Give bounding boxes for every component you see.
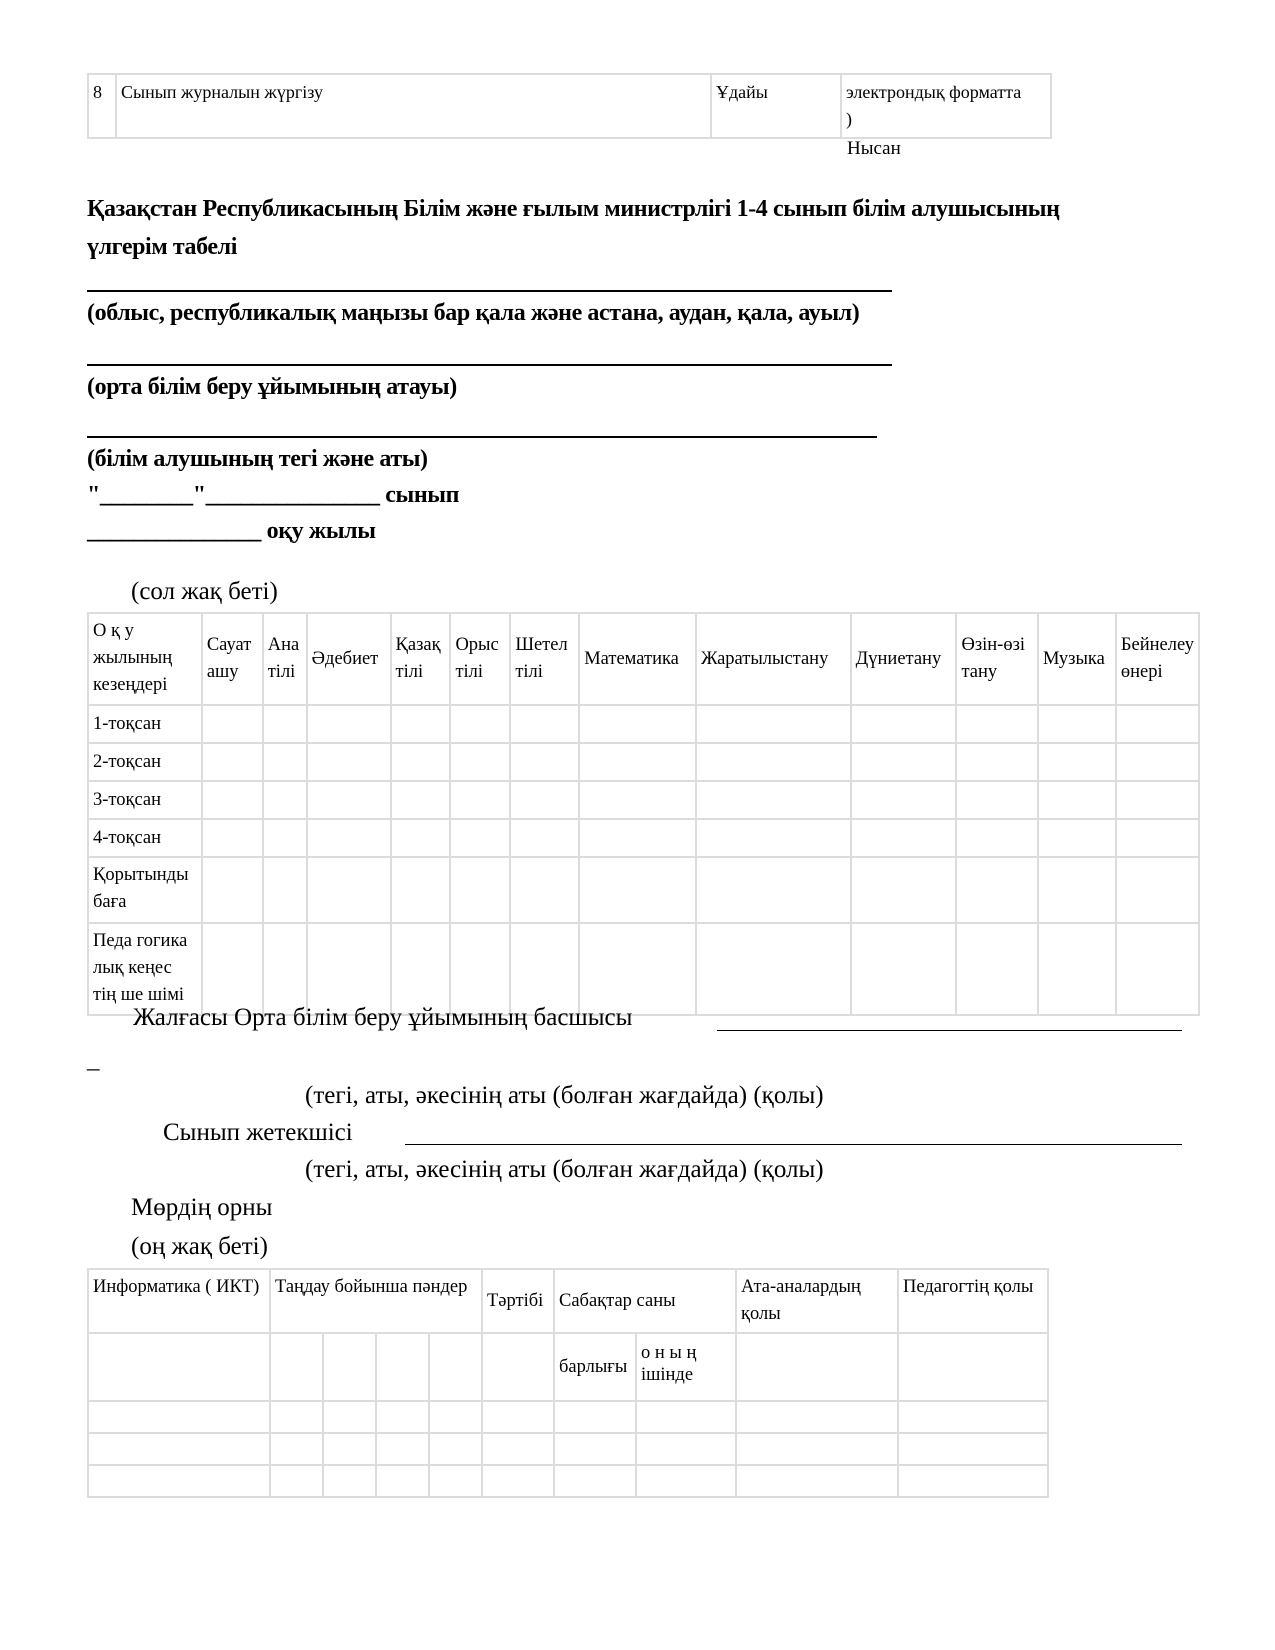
academic-year-line[interactable]: _______________ оқу жылы — [87, 518, 376, 544]
grade-cell[interactable] — [956, 743, 1037, 781]
col-header-lessons-total: барлығы — [554, 1333, 636, 1401]
grade-cell[interactable] — [1116, 857, 1199, 923]
grade-cell[interactable] — [510, 819, 579, 857]
right-subheader-row — [88, 1333, 1048, 1401]
cell[interactable] — [554, 1433, 636, 1465]
grade-cell[interactable] — [202, 819, 263, 857]
cell[interactable] — [376, 1465, 429, 1497]
col-header: Бейнелеу өнері — [1116, 613, 1199, 705]
right-page-table — [87, 1268, 1049, 1498]
col-header: Әдебиет — [307, 613, 391, 705]
cell[interactable] — [736, 1333, 898, 1401]
cell[interactable] — [323, 1401, 376, 1433]
head-signature-tail: _ — [87, 1046, 100, 1073]
grade-cell[interactable] — [391, 743, 451, 781]
elective-cell[interactable] — [376, 1333, 429, 1401]
row-label: Қорытынды баға — [88, 857, 202, 923]
grade-cell[interactable] — [450, 781, 510, 819]
grade-cell[interactable] — [851, 743, 957, 781]
cell[interactable] — [88, 1433, 270, 1465]
grade-cell[interactable] — [1038, 781, 1116, 819]
class-line[interactable]: "________"_______________ сынып — [87, 482, 460, 508]
name-hint-2: (тегі, аты, әкесінің аты (болған жағдайда) (қолы) — [305, 1156, 824, 1183]
grade-cell[interactable] — [696, 743, 851, 781]
title-line-2: үлгерім табелі — [87, 234, 238, 260]
cell[interactable] — [736, 1401, 898, 1433]
head-signature-line[interactable] — [717, 1030, 1182, 1031]
cell[interactable] — [898, 1433, 1048, 1465]
grade-cell[interactable] — [1116, 819, 1199, 857]
col-header: Қазақ тілі — [391, 613, 451, 705]
grade-cell[interactable] — [579, 743, 696, 781]
grade-cell[interactable] — [450, 743, 510, 781]
col-header-teacher: Педагогтің қолы — [898, 1269, 1048, 1333]
col-header-period: О қ у жылының кезеңдері — [88, 613, 202, 705]
region-caption: (облыс, республикалық маңызы бар қала және астана, аудан, қала, ауыл) — [87, 300, 860, 326]
grade-cell[interactable] — [1116, 781, 1199, 819]
grade-cell[interactable] — [450, 819, 510, 857]
cell[interactable] — [323, 1465, 376, 1497]
grade-cell[interactable] — [202, 923, 263, 1015]
right-page-caption: (оң жақ беті) — [131, 1233, 268, 1260]
col-header-lessons-of-which: о н ы ң ішінде — [636, 1333, 736, 1401]
grade-cell[interactable] — [510, 923, 579, 1015]
grade-cell[interactable] — [202, 781, 263, 819]
elective-cell[interactable] — [429, 1333, 482, 1401]
grade-cell[interactable] — [579, 857, 696, 923]
grade-cell[interactable] — [307, 705, 391, 743]
previous-table-fragment — [87, 73, 1052, 139]
table-row — [88, 923, 1199, 1015]
row-number: 8 — [88, 74, 116, 138]
form-label: Нысан — [847, 138, 901, 159]
col-header-electives: Таңдау бойынша пәндер — [270, 1269, 482, 1333]
grade-cell[interactable] — [579, 819, 696, 857]
grade-cell[interactable] — [696, 857, 851, 923]
col-header: Математика — [579, 613, 696, 705]
table-row — [88, 1433, 1048, 1465]
cell[interactable] — [88, 1333, 270, 1401]
document-title — [87, 190, 1207, 266]
cell[interactable] — [482, 1333, 554, 1401]
col-header: Дүниетану — [851, 613, 957, 705]
row-label: 3-тоқсан — [88, 781, 202, 819]
table-row — [88, 74, 1051, 138]
left-page-caption: (сол жақ беті) — [131, 578, 278, 605]
elective-cell[interactable] — [270, 1333, 323, 1401]
cell[interactable] — [429, 1465, 482, 1497]
grade-cell[interactable] — [510, 857, 579, 923]
row-frequency: Ұдайы — [711, 74, 841, 138]
grade-cell[interactable] — [1038, 819, 1116, 857]
region-field-line[interactable] — [87, 290, 892, 292]
row-label: 2-тоқсан — [88, 743, 202, 781]
grade-cell[interactable] — [579, 923, 696, 1015]
class-teacher-label: Сынып жетекшісі — [163, 1119, 353, 1146]
grade-cell[interactable] — [450, 923, 510, 1015]
col-header: Шетел тілі — [510, 613, 579, 705]
cell[interactable] — [482, 1401, 554, 1433]
grade-cell[interactable] — [1116, 705, 1199, 743]
row-format — [841, 74, 1051, 138]
col-header-conduct: Тәртібі — [482, 1269, 554, 1333]
cell[interactable] — [270, 1401, 323, 1433]
table-row — [88, 1401, 1048, 1433]
cell[interactable] — [376, 1401, 429, 1433]
grade-cell[interactable] — [956, 705, 1037, 743]
grade-cell[interactable] — [307, 857, 391, 923]
col-header: Орыс тілі — [450, 613, 510, 705]
row-label: 4-тоқсан — [88, 819, 202, 857]
grade-cell[interactable] — [579, 781, 696, 819]
grade-cell[interactable] — [202, 705, 263, 743]
grades-header-row — [88, 613, 1199, 705]
row-name: Сынып журналын жүргізу — [116, 74, 711, 138]
col-header: Өзін-өзі тану — [956, 613, 1037, 705]
student-caption: (білім алушының тегі және аты) — [87, 446, 428, 472]
grade-cell[interactable] — [263, 923, 307, 1015]
grade-cell[interactable] — [510, 781, 579, 819]
cell[interactable] — [429, 1401, 482, 1433]
grade-cell[interactable] — [1038, 743, 1116, 781]
grade-cell[interactable] — [696, 819, 851, 857]
grade-cell[interactable] — [202, 857, 263, 923]
grade-cell[interactable] — [263, 705, 307, 743]
cell[interactable] — [736, 1433, 898, 1465]
row-label: 1-тоқсан — [88, 705, 202, 743]
col-header-lessons: Сабақтар саны — [554, 1269, 736, 1333]
grade-cell[interactable] — [391, 819, 451, 857]
table-row — [88, 819, 1199, 857]
grade-cell[interactable] — [851, 705, 957, 743]
grade-cell[interactable] — [391, 781, 451, 819]
grade-cell[interactable] — [263, 819, 307, 857]
grade-cell[interactable] — [579, 705, 696, 743]
name-hint-1: (тегі, аты, әкесінің аты (болған жағдайда) (қолы) — [305, 1082, 824, 1109]
col-header: Сауат ашу — [202, 613, 263, 705]
grade-cell[interactable] — [696, 781, 851, 819]
row-format-tail: ) — [846, 109, 852, 129]
grade-cell[interactable] — [956, 819, 1037, 857]
organization-caption: (орта білім беру ұйымының атауы) — [87, 374, 457, 400]
right-header-row — [88, 1269, 1048, 1333]
grade-cell[interactable] — [307, 923, 391, 1015]
cell[interactable] — [636, 1433, 736, 1465]
grade-cell[interactable] — [307, 781, 391, 819]
table-row — [88, 743, 1199, 781]
grade-cell[interactable] — [263, 857, 307, 923]
cell[interactable] — [482, 1465, 554, 1497]
organization-field-line[interactable] — [87, 364, 892, 366]
student-field-line[interactable] — [87, 436, 877, 438]
col-header: Жаратылыстану — [696, 613, 851, 705]
grade-cell[interactable] — [391, 705, 451, 743]
grade-cell[interactable] — [1116, 923, 1199, 1015]
grade-cell[interactable] — [1116, 743, 1199, 781]
cell[interactable] — [636, 1465, 736, 1497]
grade-cell[interactable] — [391, 857, 451, 923]
grade-cell[interactable] — [1038, 923, 1116, 1015]
grades-table — [87, 612, 1200, 1016]
table-row — [88, 705, 1199, 743]
grade-cell[interactable] — [1038, 857, 1116, 923]
title-line-1: Қазақстан Республикасының Білім және ғылым министрлігі 1-4 сынып білім алушысының — [87, 196, 1060, 222]
cell[interactable] — [898, 1401, 1048, 1433]
stamp-place: Мөрдің орны — [131, 1194, 273, 1221]
cell[interactable] — [554, 1401, 636, 1433]
cell[interactable] — [898, 1333, 1048, 1401]
cell[interactable] — [376, 1433, 429, 1465]
col-header: Ана тілі — [263, 613, 307, 705]
cell[interactable] — [636, 1401, 736, 1433]
grade-cell[interactable] — [851, 781, 957, 819]
row-label: Педа гогика лық кеңес тің ше шімі — [88, 923, 202, 1015]
grade-cell[interactable] — [263, 743, 307, 781]
table-row — [88, 1465, 1048, 1497]
cell[interactable] — [429, 1433, 482, 1465]
cell[interactable] — [736, 1465, 898, 1497]
grade-cell[interactable] — [956, 857, 1037, 923]
grade-cell[interactable] — [956, 923, 1037, 1015]
grade-cell[interactable] — [307, 819, 391, 857]
grade-cell[interactable] — [450, 857, 510, 923]
cell[interactable] — [270, 1433, 323, 1465]
cell[interactable] — [554, 1465, 636, 1497]
grade-cell[interactable] — [851, 819, 957, 857]
cell[interactable] — [898, 1465, 1048, 1497]
col-header: Музыка — [1038, 613, 1116, 705]
grade-cell[interactable] — [510, 743, 579, 781]
grade-cell[interactable] — [1038, 705, 1116, 743]
cell[interactable] — [88, 1401, 270, 1433]
col-header-informatics: Информатика ( ИКТ) — [88, 1269, 270, 1333]
grade-cell[interactable] — [851, 923, 957, 1015]
grade-cell[interactable] — [307, 743, 391, 781]
grade-cell[interactable] — [510, 705, 579, 743]
cell[interactable] — [270, 1465, 323, 1497]
grade-cell[interactable] — [956, 781, 1037, 819]
grade-cell[interactable] — [696, 705, 851, 743]
cell[interactable] — [482, 1433, 554, 1465]
col-header-parents: Ата-аналардың қолы — [736, 1269, 898, 1333]
cell[interactable] — [88, 1465, 270, 1497]
class-teacher-line[interactable] — [405, 1144, 1182, 1145]
grade-cell[interactable] — [851, 857, 957, 923]
row-format-text: электрондық форматта — [846, 82, 1022, 102]
grade-cell[interactable] — [696, 923, 851, 1015]
grade-cell[interactable] — [450, 705, 510, 743]
elective-cell[interactable] — [323, 1333, 376, 1401]
table-row — [88, 781, 1199, 819]
cell[interactable] — [323, 1433, 376, 1465]
table-row — [88, 857, 1199, 923]
head-signature-label: Жалғасы Орта білім беру ұйымының басшысы — [133, 1004, 633, 1031]
grade-cell[interactable] — [202, 743, 263, 781]
grade-cell[interactable] — [391, 923, 451, 1015]
grade-cell[interactable] — [263, 781, 307, 819]
